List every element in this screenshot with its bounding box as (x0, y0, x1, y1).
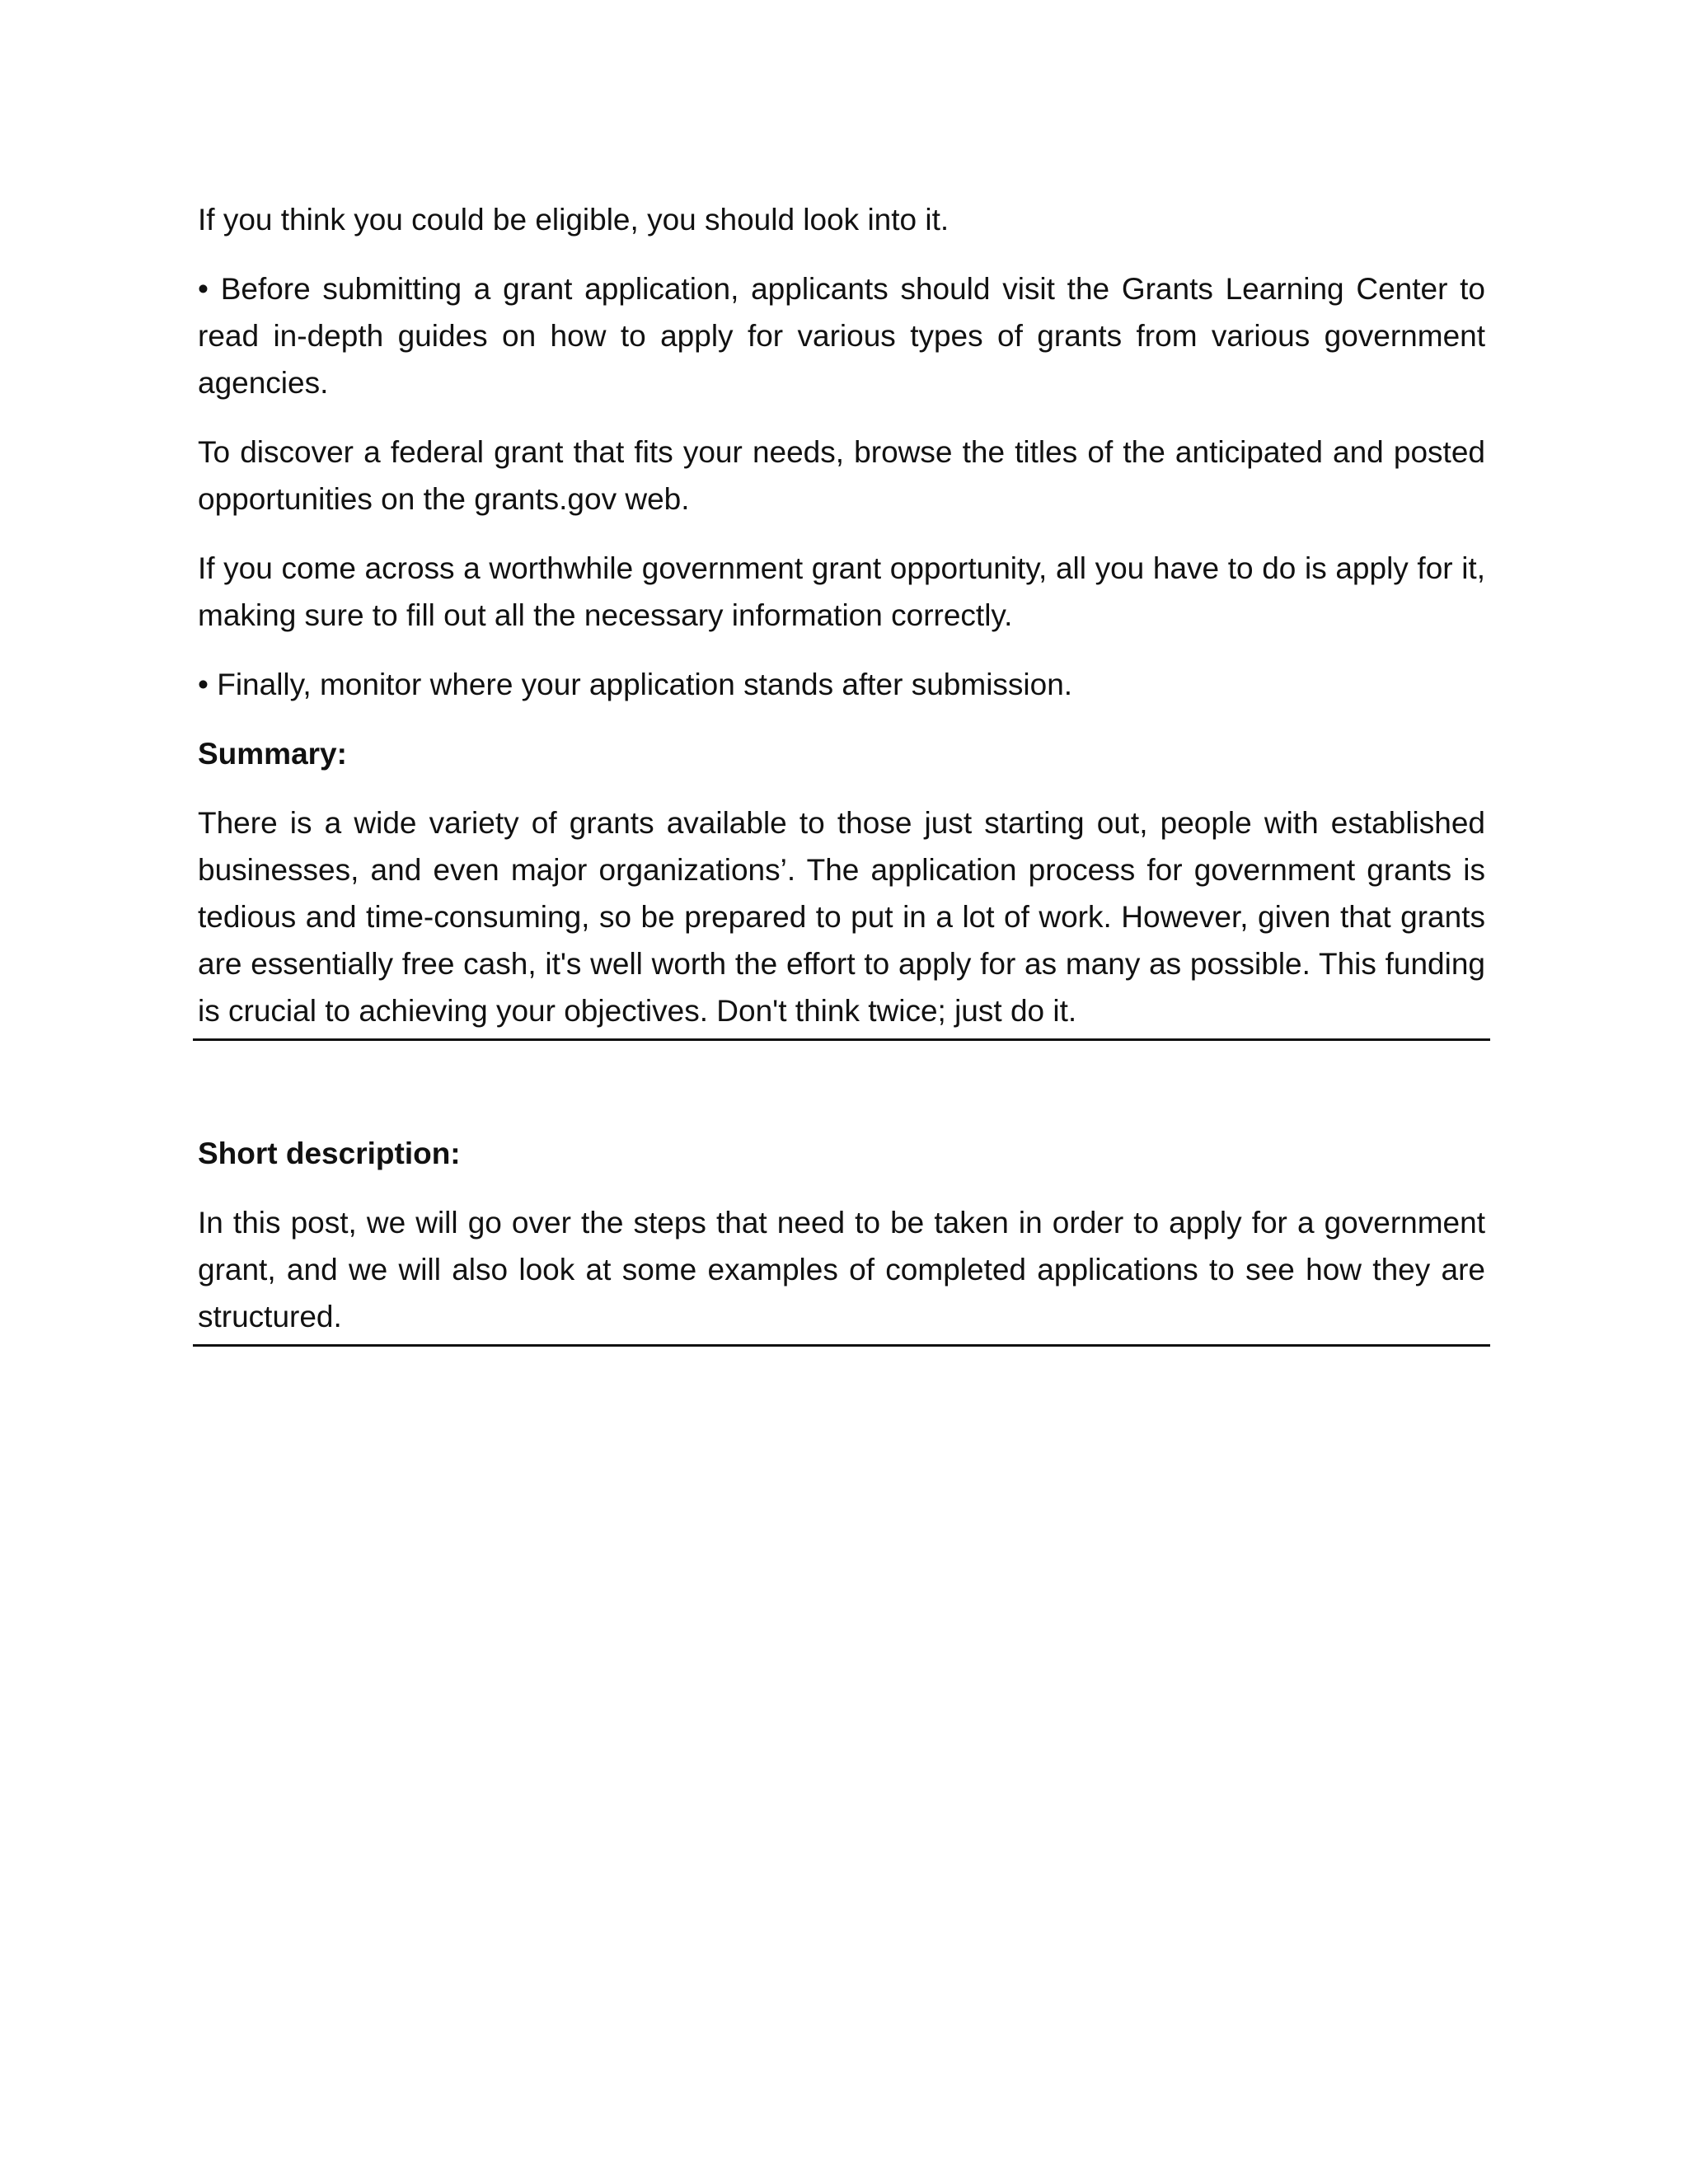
paragraph-discover-grant: To discover a federal grant that fits your needs, browse the titles of the anticipated and posted opportunities on the grants.gov web. (198, 435, 1485, 516)
summary-text: There is a wide variety of grants available to those just starting out, people with established businesses, and even major organizations’. The application process for government grants is tedious and time-consuming, so be prepared to put in a lot of work. However, given that grants are essentially free cash, it's well worth the effort to apply for as many as possible. This funding is crucial to achieving your objectives. Don't think twice; just do it. (198, 806, 1485, 1028)
short-description-divider (193, 1344, 1490, 1347)
short-description-heading: Short description: (198, 1137, 461, 1170)
section-spacer (198, 1041, 1485, 1130)
paragraph-apply-opportunity: If you come across a worthwhile government grant opportunity, all you have to do is apply for it, making sure to fill out all the necessary information correctly. (198, 551, 1485, 632)
bullet-grants-learning-center: • Before submitting a grant application, applicants should visit the Grants Learning Center to read in-depth guides on how to apply for various types of grants from various government agencies. (198, 272, 1485, 400)
bullet-monitor-application: • Finally, monitor where your application stands after submission. (198, 668, 1073, 701)
short-description-text: In this post, we will go over the steps that need to be taken in order to apply for a government grant, and we will also look at some examples of completed applications to see how they are structured. (198, 1206, 1485, 1333)
paragraph-eligibility: If you think you could be eligible, you should look into it. (198, 203, 950, 237)
summary-heading: Summary: (198, 737, 347, 771)
document-body (198, 196, 1485, 1347)
